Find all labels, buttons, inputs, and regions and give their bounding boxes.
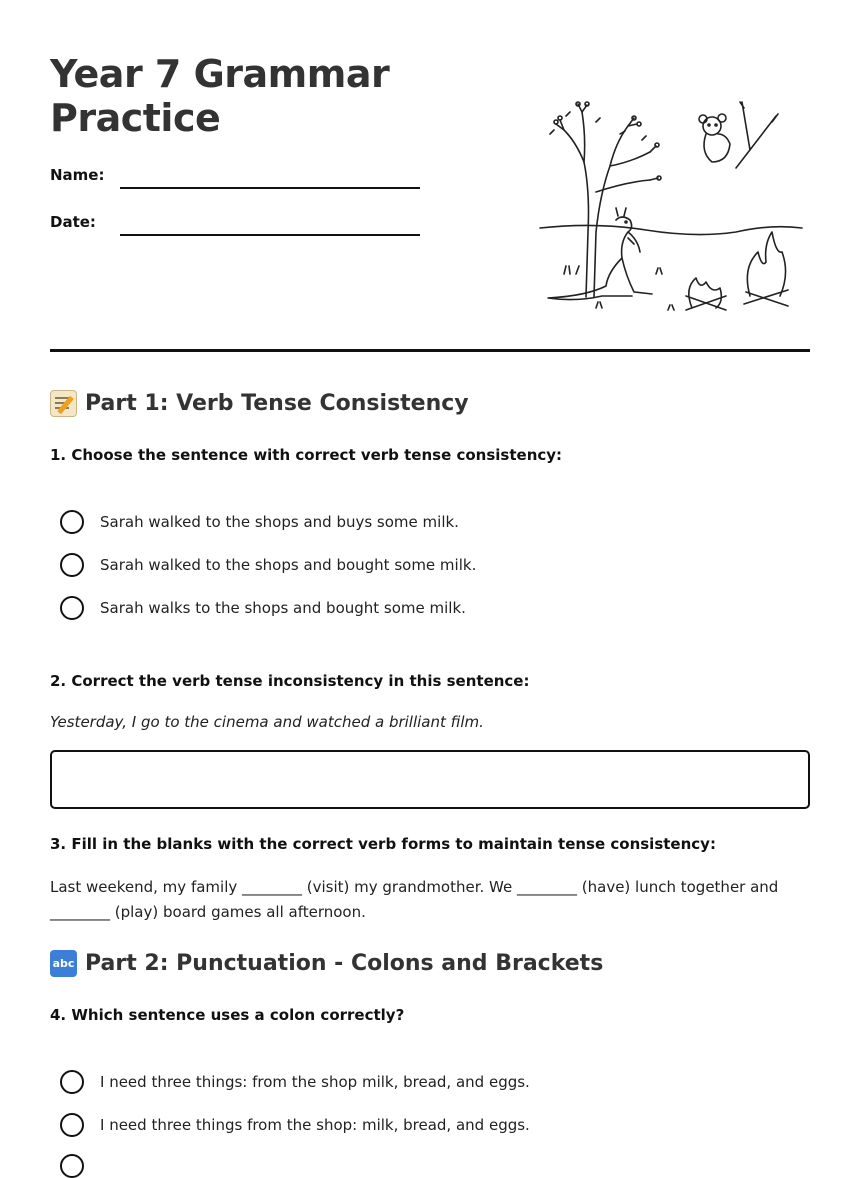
outback-illustration	[536, 82, 806, 318]
name-label: Name:	[50, 166, 105, 184]
question-4-prompt: 4. Which sentence uses a colon correctly?	[50, 1006, 405, 1024]
q1-option-a-label: Sarah walked to the shops and buys some milk.	[100, 513, 459, 531]
q1-option-a-radio[interactable]	[60, 510, 84, 534]
part-1-heading	[50, 390, 469, 417]
abc-icon: abc	[50, 950, 77, 977]
question-3-prompt: 3. Fill in the blanks with the correct verb forms to maintain tense consistency:	[50, 835, 716, 853]
question-1-prompt: 1. Choose the sentence with correct verb tense consistency:	[50, 446, 563, 464]
question-2-prompt: 2. Correct the verb tense inconsistency in this sentence:	[50, 672, 530, 690]
q1-option-b-label: Sarah walked to the shops and bought some milk.	[100, 556, 477, 574]
q4-option-c-radio[interactable]	[60, 1154, 84, 1178]
q4-option-b-radio[interactable]	[60, 1113, 84, 1137]
memo-icon	[50, 390, 77, 417]
campfire-icon	[686, 232, 788, 310]
q1-option-a[interactable]	[60, 510, 459, 534]
date-label: Date:	[50, 213, 96, 231]
question-3-fill-text: Last weekend, my family ________ (visit) my grandmother. We ________ (have) lunch together and ________ (play) board games all afternoon.	[50, 878, 779, 921]
grass-tufts	[564, 266, 674, 310]
header-divider	[50, 349, 810, 352]
horizon-line	[540, 225, 802, 234]
part-2-title: Part 2: Punctuation - Colons and Brackets	[85, 951, 604, 976]
q4-option-a[interactable]	[60, 1070, 530, 1094]
question-2-sentence: Yesterday, I go to the cinema and watched a brilliant film.	[50, 713, 484, 731]
q4-option-c[interactable]	[60, 1154, 100, 1178]
question-2-answer-box[interactable]	[50, 750, 810, 809]
q1-option-b[interactable]	[60, 553, 476, 577]
q4-option-a-label: I need three things: from the shop milk, bread, and eggs.	[100, 1073, 530, 1091]
part-2-heading	[50, 950, 603, 977]
q1-option-c[interactable]	[60, 596, 466, 620]
gum-tree-icon	[550, 102, 661, 297]
q4-option-b[interactable]	[60, 1113, 530, 1137]
q4-option-b-label: I need three things from the shop: milk, bread, and eggs.	[100, 1116, 530, 1134]
q4-option-a-radio[interactable]	[60, 1070, 84, 1094]
page-title: Year 7 Grammar Practice	[50, 52, 390, 140]
date-field-line[interactable]	[120, 234, 420, 236]
part-1-title: Part 1: Verb Tense Consistency	[85, 391, 469, 416]
q1-option-c-label: Sarah walks to the shops and bought some milk.	[100, 599, 466, 617]
kangaroo-icon	[548, 208, 652, 300]
koala-icon	[699, 102, 778, 168]
q1-option-b-radio[interactable]	[60, 553, 84, 577]
q1-option-c-radio[interactable]	[60, 596, 84, 620]
name-field-line[interactable]	[120, 187, 420, 189]
